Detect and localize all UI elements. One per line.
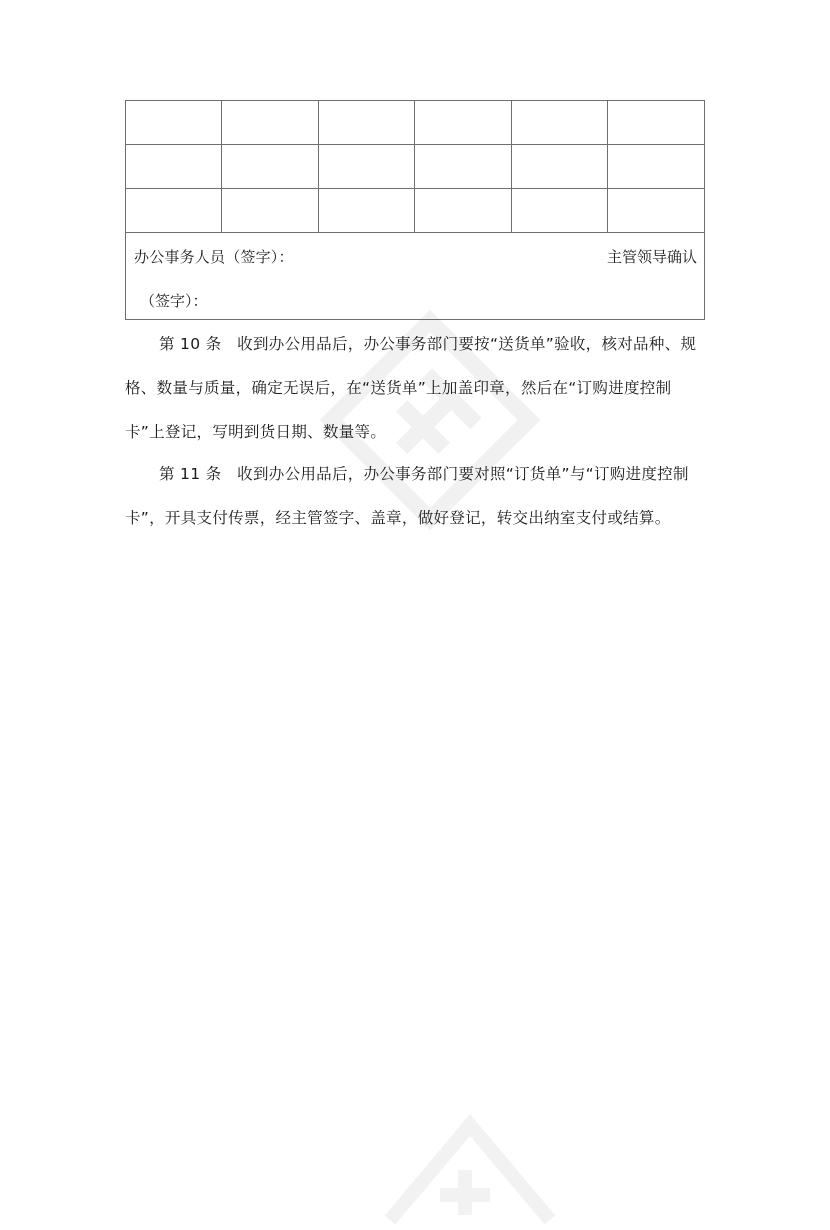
table-cell [512, 189, 608, 233]
table-cell [512, 145, 608, 189]
table-cell [319, 189, 415, 233]
supervisor-confirm-label: 主管领导确认 [606, 248, 697, 266]
table-cell [222, 189, 319, 233]
article-10: 第 10 条 收到办公用品后，办公事务部门要按“送货单”验收，核对品种、规格、数量与质量，确定无误后，在“送货单”上加盖印章，然后在“订购进度控制卡”上登记，写明到货日期、数量等。 [125, 335, 697, 441]
supervisor-signature-label: （签字）： [140, 292, 208, 310]
table-cell [222, 145, 319, 189]
article-11: 第 11 条 收到办公用品后，办公事务部门要对照“订货单”与“订购进度控制卡”，开具支付传票，经主管签字、盖章，做好登记，转交出纳室支付或结算。 [125, 465, 689, 527]
table-cell [126, 145, 222, 189]
table-cell [512, 101, 608, 145]
table-cell [415, 101, 512, 145]
table-cell [319, 101, 415, 145]
purchase-record-table [125, 100, 705, 320]
table-row [126, 189, 705, 233]
table-cell [126, 101, 222, 145]
table-cell [319, 145, 415, 189]
signature-row [126, 233, 705, 320]
table-cell [126, 189, 222, 233]
signature-cell [126, 233, 705, 320]
staff-signature-label: 办公事务人员（签字）： [134, 248, 294, 266]
table-row [126, 101, 705, 145]
watermark-logo-bottom [380, 1110, 560, 1230]
table-cell [415, 145, 512, 189]
table-cell [608, 189, 705, 233]
table-cell [222, 101, 319, 145]
table-row [126, 145, 705, 189]
table-cell [608, 101, 705, 145]
table-cell [415, 189, 512, 233]
table-cell [608, 145, 705, 189]
